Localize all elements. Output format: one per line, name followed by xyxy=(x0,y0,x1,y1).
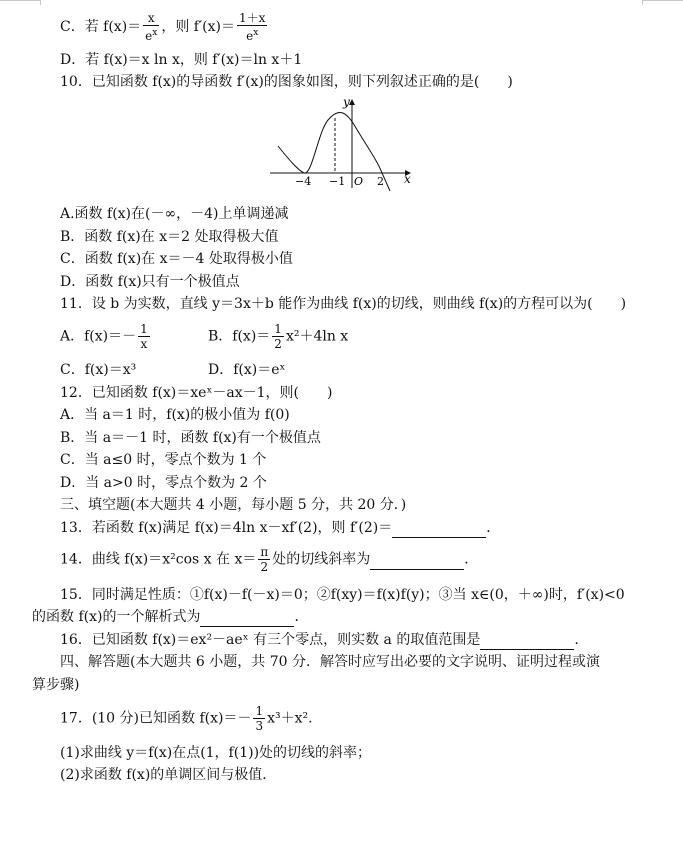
q12-stem: 12．已知函数 f(x)＝xeˣ－ax－1，则( ) xyxy=(60,385,333,401)
q12-option-d: D．当 a>0 时，零点个数为 2 个 xyxy=(60,475,267,491)
derivative-graph xyxy=(268,96,418,192)
q12-option-b: B．当 a＝－1 时，函数 f(x)有一个极值点 xyxy=(60,430,321,446)
q15-line2: 的函数 f(x)的一个解析式为 ． xyxy=(32,609,309,625)
q11-b-frac: $\frac{1}{2}$ xyxy=(274,322,282,351)
q15-answer-blank[interactable] xyxy=(200,608,294,627)
q14: 14．曲线 f(x)＝x²cos x 在 x＝ $\frac{\pi}{2}$ 处的切线斜率为 ． xyxy=(60,545,479,574)
q16: 16．已知函数 f(x)＝ex²－aeˣ 有三个零点，则实数 a 的取值范围是 . xyxy=(60,632,579,648)
q10-option-a: A.函数 f(x)在(－∞，－4)上单调递减 xyxy=(60,206,289,222)
tick-label-neg1: −1 xyxy=(329,175,346,188)
x-axis-label: x xyxy=(404,172,411,186)
q17-frac: $\frac{1}{3}$ xyxy=(255,704,264,733)
origin-label: O xyxy=(354,175,364,188)
q10-option-d: D．函数 f(x)只有一个极值点 xyxy=(60,274,240,290)
option-c-mid: ，则 f′(x)＝ xyxy=(161,19,235,35)
q10-option-b: B．函数 f(x)在 x＝2 处取得极大值 xyxy=(60,229,279,245)
q16-answer-blank[interactable] xyxy=(480,631,574,650)
q13: 13．若函数 f(x)满足 f(x)＝4ln x－xf′(2)，则 f′(2)＝ ． xyxy=(60,520,501,536)
page-corner-left xyxy=(0,0,41,5)
q11-option-a: A．f(x)＝－ $\frac{1}{x}$ xyxy=(60,322,148,351)
section-4-heading-line2: 算步骤) xyxy=(32,677,80,693)
q17-sub2: (2)求函数 f(x)的单调区间与极值． xyxy=(60,767,277,783)
option-c-pre: C．若 f(x)＝ xyxy=(60,19,142,35)
option-d-line: D．若 f(x)＝x ln x，则 f′(x)＝ln x＋1 xyxy=(60,52,303,68)
q14-answer-blank[interactable] xyxy=(370,551,464,570)
option-c-frac1: $\frac{x}{e^x}$ xyxy=(145,11,158,43)
q14-frac: $\frac{\pi}{2}$ xyxy=(260,545,269,574)
q13-answer-blank[interactable] xyxy=(392,519,486,538)
tick-label-2: 2 xyxy=(377,175,384,188)
tick-label-neg4: −4 xyxy=(295,175,312,188)
q17-sub1: (1)求曲线 y＝f(x)在点(1，f(1))处的切线的斜率； xyxy=(60,745,372,761)
option-c-line xyxy=(60,11,269,43)
q11-a-frac: $\frac{1}{x}$ xyxy=(140,322,148,351)
q10-stem: 10．已知函数 f(x)的导函数 f′(x)的图象如图，则下列叙述正确的是( ) xyxy=(60,74,513,90)
q11-stem: 11．设 b 为实数，直线 y＝3x＋b 能作为曲线 f(x)的切线，则曲线 f(x)的方程可以为( ) xyxy=(60,296,627,312)
q17-stem: 17．(10 分)已知函数 f(x)＝－ $\frac{1}{3}$ x³＋x². xyxy=(60,704,313,733)
q15-line1: 15．同时满足性质：①f(x)－f(－x)＝0；②f(xy)＝f(x)f(y)；③当 x∈(0，＋∞)时，f′(x)<0 xyxy=(60,587,625,603)
q12-option-c: C．当 a≤0 时，零点个数为 1 个 xyxy=(60,452,267,468)
q11-option-c: C．f(x)＝x³ xyxy=(60,362,137,378)
option-c-frac2: $\frac{1+x}{e^x}$ xyxy=(239,11,266,43)
section-4-heading-line1: 四、解答题(本大题共 6 小题，共 70 分．解答时应写出必要的文字说明、证明过程或演 xyxy=(60,654,600,670)
page-corner-right xyxy=(642,0,683,5)
q12-option-a: A．当 a＝1 时，f(x)的极小值为 f(0) xyxy=(60,407,290,423)
q11-option-b: B．f(x)＝ $\frac{1}{2}$ x²＋4ln x xyxy=(208,322,349,351)
section-3-heading: 三、填空题(本大题共 4 小题，每小题 5 分，共 20 分．) xyxy=(60,497,407,513)
q11-option-d: D．f(x)＝eˣ xyxy=(208,362,286,378)
y-axis-label: y xyxy=(343,96,350,109)
q10-option-c: C．函数 f(x)在 x＝－4 处取得极小值 xyxy=(60,251,293,267)
